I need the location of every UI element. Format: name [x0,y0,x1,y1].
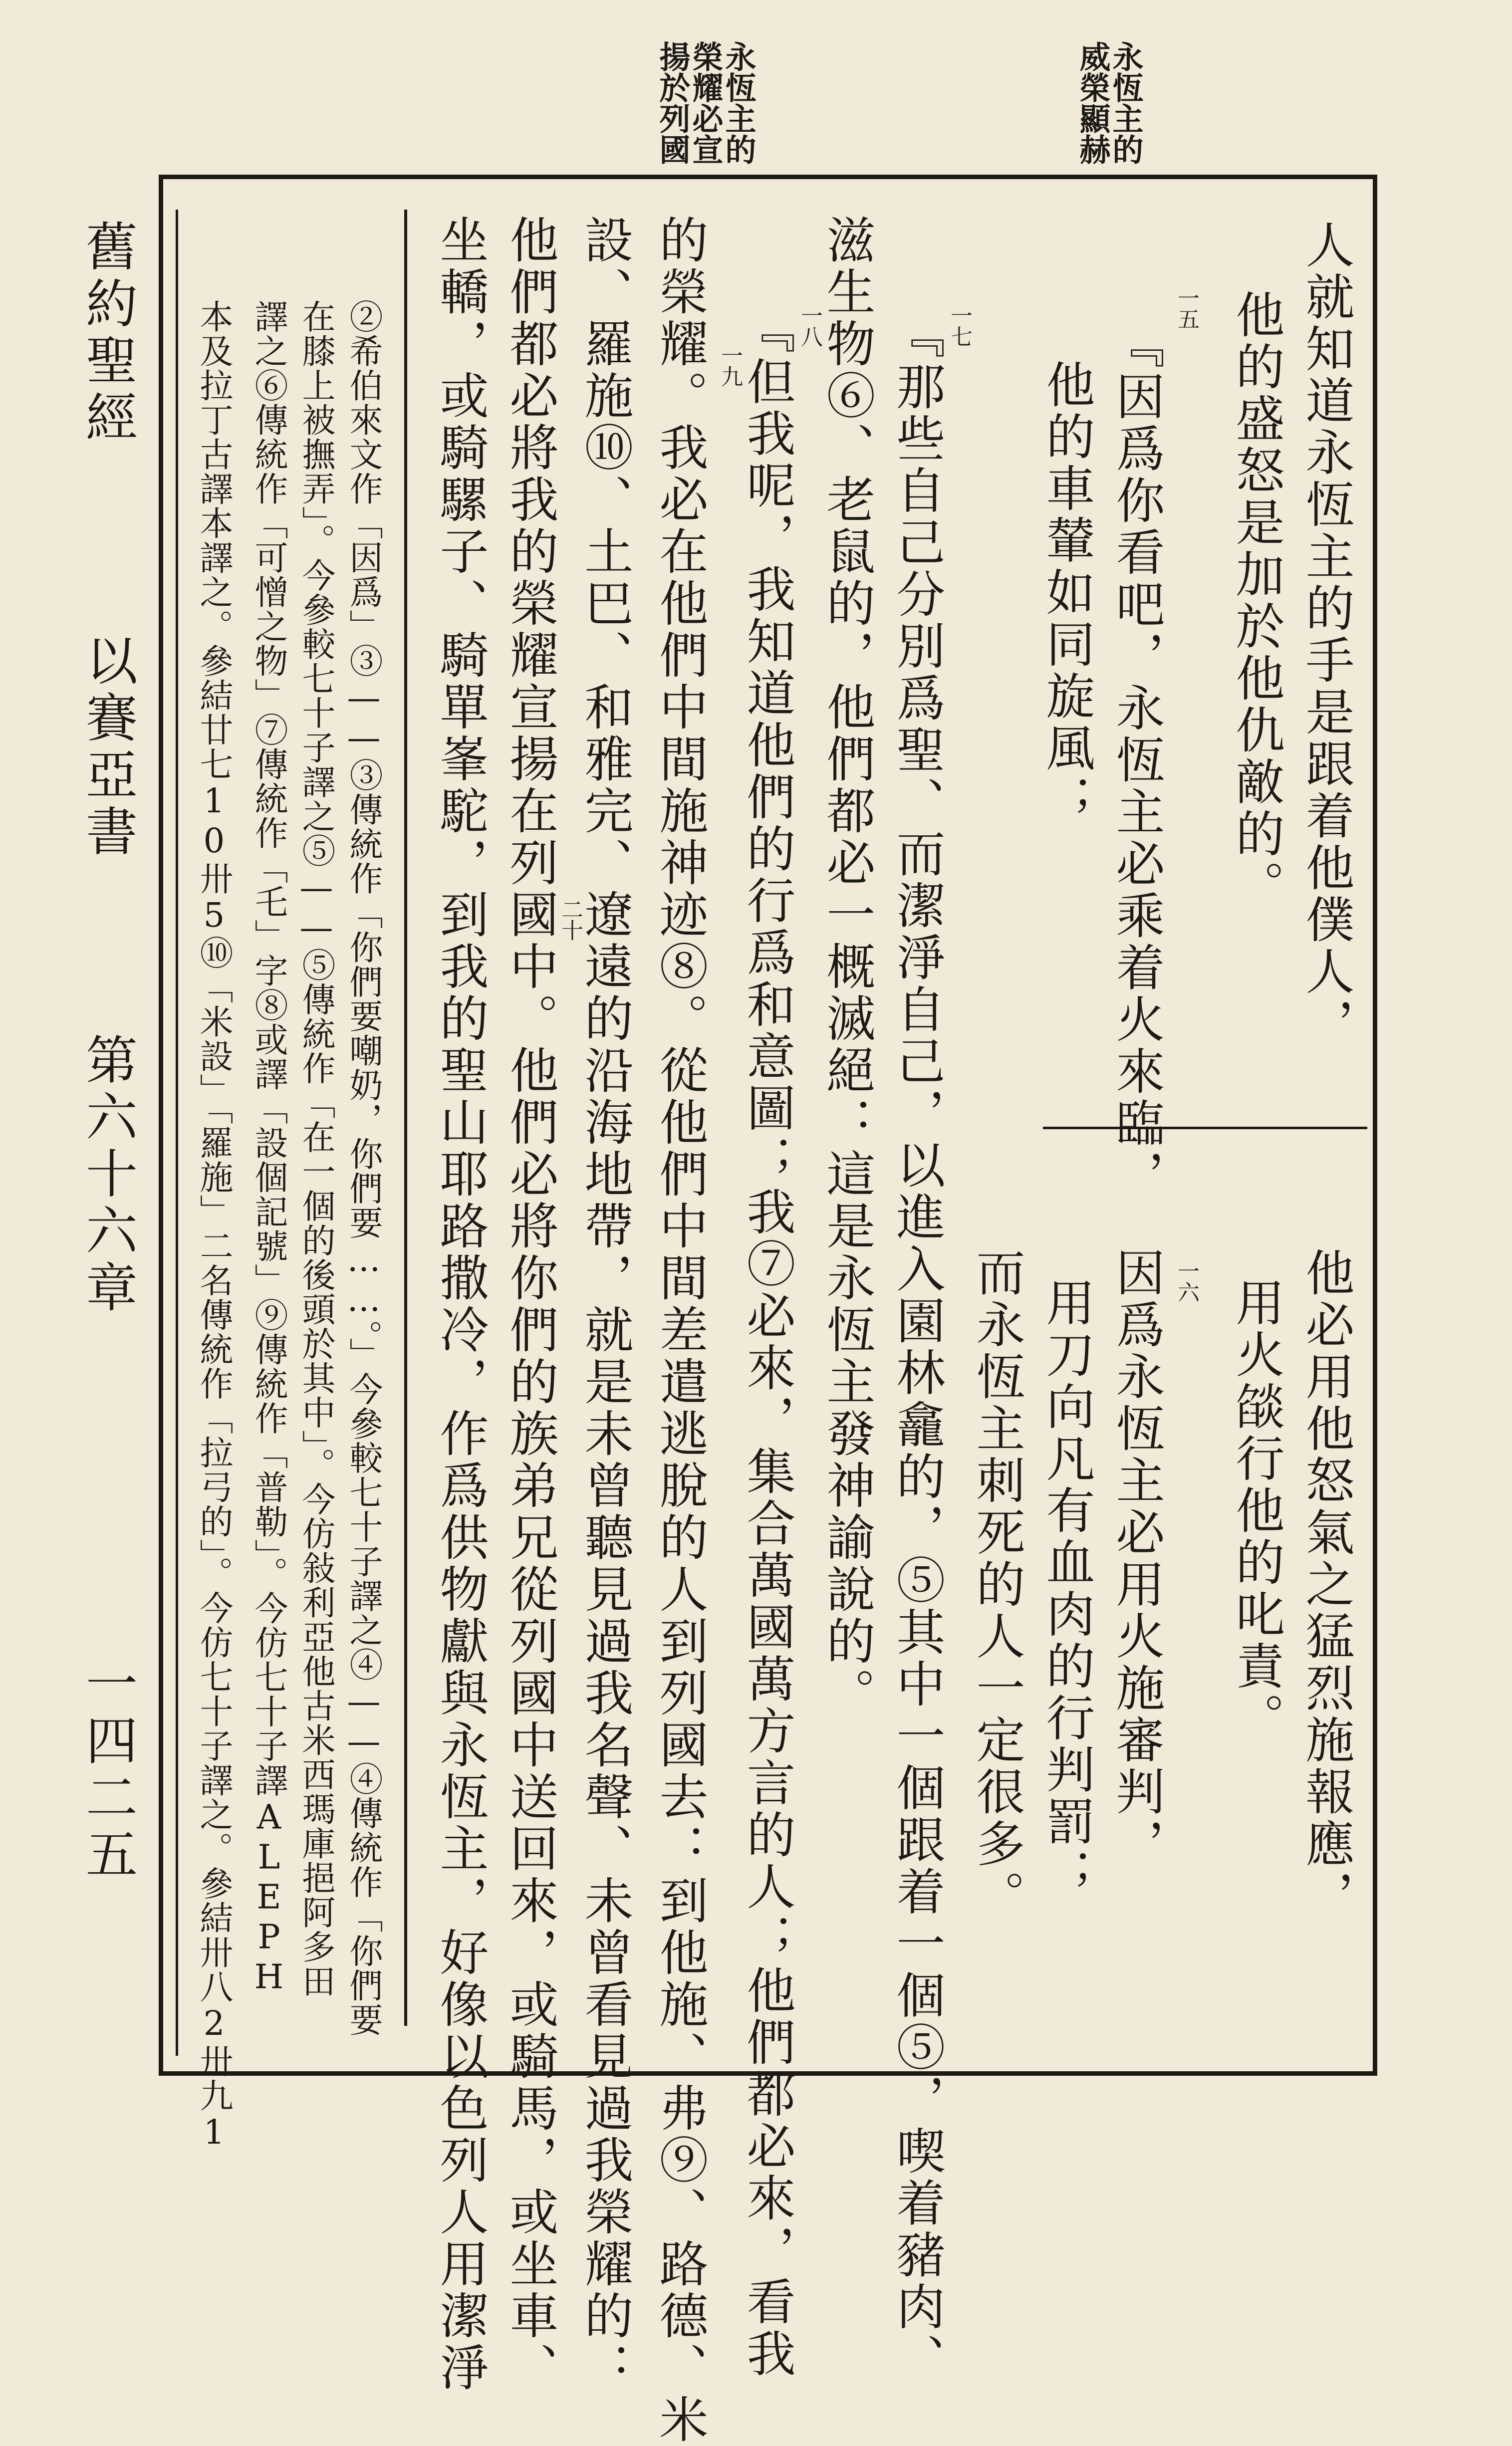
footnote-line: ②希伯來文作「因爲」③——③傳統作「你們要嘲奶，你們要……。」今參較七十子譯之④——④傳統作「你們要 [344,299,383,2037]
verse-line: 用刀向凡有血肉的行判罰； [1038,1277,1095,1900]
margin-header-left-line1: 永恆主的 [720,41,756,165]
margin-header-left-line2: 榮耀必宣 [687,41,724,165]
margin-header-right-line2: 威榮顯赫 [1074,41,1111,165]
verse-line: 人就知道永恆主的手是跟着他僕人， [1297,220,1354,1050]
verse-line: 『那些自己分別爲聖、而潔淨自己，以進入園林龕的，⑤其中一個跟着一個⑤，喫着豬肉、 [888,309,945,2385]
section-title: 以賽亞書 [77,634,138,861]
verse-number-20: 二十 [557,898,583,940]
margin-header-left-line3: 揚於列國 [654,41,691,165]
verse-line: 他的車輦如同旋風； [1038,359,1095,826]
footnote-divider [404,210,407,2026]
book-title: 舊約聖經 [77,220,138,447]
chapter-label: 第六十六章 [77,1033,138,1317]
verse-number-18: 一八 [797,304,822,346]
footnote-line: 譯之⑥傳統作「可憎之物」⑦傳統作「乇」字⑧或譯「設個記號」⑨傳統作「普勒」。今仿七十子譯ALEPH [250,299,288,1997]
verse-line: 的榮耀。我必在他們中間施神迹⑧。從他們中間差遣逃脫的人到列國去：到他施、弗⑨、路德、米 [651,215,708,2446]
verse-line: 坐轎，或騎騾子、騎單峯駝，到我的聖山耶路撒冷，作爲供物獻與永恆主，好像以色列人用潔淨 [432,215,489,2394]
verse-line: 『但我呢，我知道他們的行爲和意圖；我⑦必來，集合萬國萬方言的人；他們都必來，看我 [739,304,795,2380]
footnote-line: 在膝上被撫弄」。今參較七十子譯之⑤——⑤傳統作「在一個的後頭於其中」。今仿敍利亞他古米西瑪庫挹阿多田 [297,299,336,1998]
verse-line: 設、羅施⑩、土巴、和雅完、遼遠的沿海地帶，就是未曾聽見過我名聲、未曾看見過我榮耀的： [576,215,633,2394]
verse-number-17: 一七 [947,304,972,346]
verse-line: 他必用他怒氣之猛烈施報應， [1297,1247,1354,1922]
verse-number-15: 一五 [1174,287,1199,329]
poetry-divider [1043,1127,1367,1129]
verse-line: 滋生物⑥、老鼠的，他們都必一概滅絕：這是永恆主發神諭說的。 [818,215,875,1719]
page-number: 一四二五 [77,1657,138,1884]
verse-line: 『因爲你看吧，永恆主必乘着火來臨， [1108,319,1165,1202]
footnote-line: 本及拉丁古譯本譯之。參結廿七10卅5⑩「米設」「羅施」二名傳統作「拉弓的」。今仿七十子譯之。參結卅八2卅九1 [195,299,234,2153]
verse-number-19: 一九 [717,344,743,386]
footnote-inner-rule [176,210,178,2056]
verse-line: 他們都必將我的榮耀宣揚在列國中。他們必將你們的族弟兄從列國中送回來，或騎馬，或坐車、 [502,215,558,2394]
verse-line: 因爲永恆主必用火施審判， [1108,1247,1165,1870]
verse-line: 而永恆主刺死的人一定很多。 [968,1247,1025,1922]
margin-header-right-line1: 永恆主的 [1107,41,1144,165]
verse-line: 用火燄行他的叱責。 [1228,1277,1284,1744]
verse-number-16: 一六 [1174,1260,1199,1302]
verse-line: 他的盛怒是加於他仇敵的。 [1228,289,1284,912]
